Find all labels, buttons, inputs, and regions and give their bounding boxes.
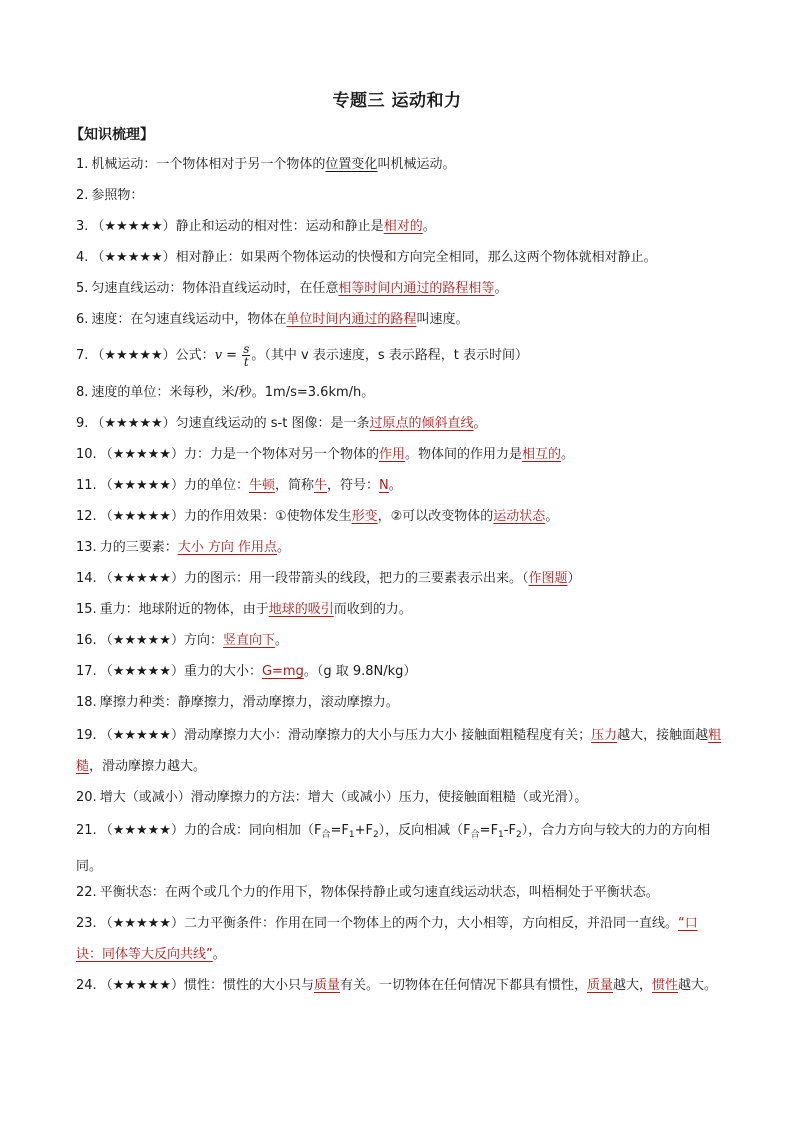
list-item-5: 5. 匀速直线运动：物体沿直线运动时，在任意相等时间内通过的路程相等。 <box>76 281 508 296</box>
list-item-20: 20. 增大（或减小）滑动摩擦力的方法：增大（或减小）压力，使接触面粗糙（或光滑）。 <box>76 790 588 805</box>
velocity-symbol: v <box>214 348 223 363</box>
list-item-4: 4. （★★★★★）相对静止：如果两个物体运动的快慢和方向完全相同，那么这两个物体就相对静止。 <box>76 250 657 265</box>
page-title: 专题三 运动和力 <box>332 91 462 111</box>
list-item-19: 19. （★★★★★）滑动摩擦力大小：滑动摩擦力的大小与压力大小 接触面粗糙程度有关；压力越大，接触面越粗糙，滑动摩擦力越大。 <box>76 728 722 774</box>
list-item-21: 21. （★★★★★）力的合成：同向相加$(F_合=F_1+F_2)$，反向相减$(F_合=F_1-F_2)$，合力方向与较大的力的方向相同。 <box>76 823 711 874</box>
list-item-18: 18. 摩擦力种类：静摩擦力，滑动摩擦力，滚动摩擦力。 <box>76 695 399 710</box>
list-item-11: 11. （★★★★★）力的单位：牛顿，简称牛，符号：N。 <box>76 478 402 493</box>
list-item-12: 12. （★★★★★）力的作用效果：①使物体发生形变，②可以改变物体的运动状态。 <box>76 509 559 524</box>
list-item-3: 3. （★★★★★）静止和运动的相对性：运动和静止是相对的。 <box>76 219 436 234</box>
list-item-6: 6. 速度：在匀速直线运动中，物体在单位时间内通过的路程叫速度。 <box>76 312 469 327</box>
list-item-8: 8. 速度的单位：米每秒，米/秒。1m/s=3.6km/h。 <box>76 385 375 400</box>
list-item-7: 7. （★★★★★）公式：v = $\frac{s}{t}$ 。（其中 v 表示速度，s 表示路程，t 表示时间） <box>76 342 528 369</box>
list-item-1: 1. 机械运动：一个物体相对于另一个物体的位置变化叫机械运动。 <box>76 157 456 172</box>
list-item-13: 13. 力的三要素：大小 方向 作用点。 <box>76 540 290 555</box>
list-item-22: 22. 平衡状态：在两个或几个力的作用下，物体保持静止或匀速直线运动状态，叫梧桐处于平衡状态。 <box>76 885 659 900</box>
list-item-16: 16. （★★★★★）方向：竖直向下。 <box>76 633 288 648</box>
list-item-15: 15. 重力：地球附近的物体，由于地球的吸引而收到的力。 <box>76 602 412 617</box>
list-item-24: 24. （★★★★★）惯性：惯性的大小只与质量有关。一切物体在任何情况下都具有惯性，质量越大，惯性越大。 <box>76 978 718 993</box>
list-item-9: 9. （★★★★★）匀速直线运动的 s-t 图像：是一条过原点的倾斜直线。 <box>76 416 487 431</box>
section-heading: 【知识梳理】 <box>70 127 154 143</box>
list-item-17: 17. （★★★★★）重力的大小：G=mg。（g 取 9.8N/kg） <box>76 664 417 679</box>
list-item-23: 23. （★★★★★）二力平衡条件：作用在同一个物体上的两个力，大小相等，方向相反，并沿同一直线。“口诀：同体等大反向共线”。 <box>76 916 698 962</box>
list-item-2: 2. 参照物： <box>76 188 144 203</box>
list-item-10: 10. （★★★★★）力：力是一个物体对另一个物体的作用。物体间的作用力是相互的。 <box>76 447 575 462</box>
speed-formula-fraction: $\frac{s}{t}$ <box>243 342 250 369</box>
list-item-14: 14. （★★★★★）力的图示：用一段带箭头的线段，把力的三要素表示出来。（作图题） <box>76 571 581 586</box>
